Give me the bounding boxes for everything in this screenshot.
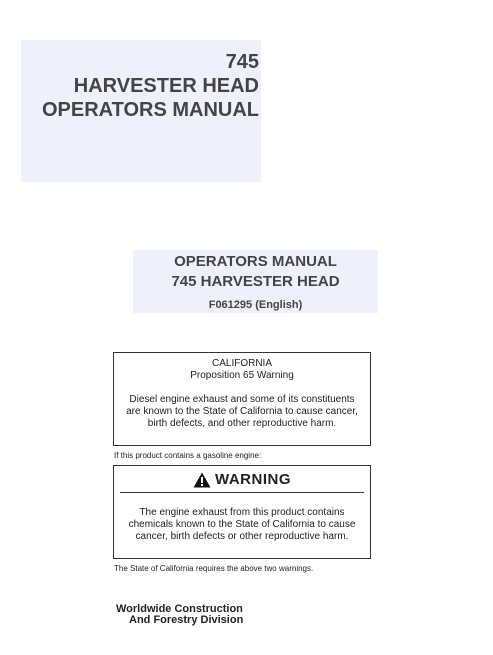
gasoline-warning-text: The engine exhaust from this product contains chemicals known to the State of California to cause cancer, birth defects or other reproductive harm.	[128, 507, 356, 542]
division-line: And Forestry Division	[129, 614, 244, 626]
subtitle-line: 745 HARVESTER HEAD	[171, 273, 340, 290]
diesel-warning-text: Diesel engine exhaust and some of its constituents are known to the State of California to cause cancer, birth defects, and other reproductive harm.	[126, 394, 358, 429]
division-line: Worldwide Construction	[116, 603, 243, 615]
cover-title-line: HARVESTER HEAD	[73, 75, 259, 97]
prop65-heading: Proposition 65 Warning	[190, 370, 294, 381]
division-name	[116, 604, 243, 626]
california-prop65-box	[113, 352, 371, 446]
warning-triangle-icon	[193, 472, 211, 488]
subtitle-line: OPERATORS MANUAL	[174, 253, 337, 270]
warning-box	[113, 465, 371, 559]
cover-title-line: OPERATORS MANUAL	[41, 99, 259, 121]
gasoline-note: If this product contains a gasoline engine:	[114, 451, 262, 460]
publication-code: F061295 (English)	[208, 299, 303, 311]
subtitle-block	[133, 250, 378, 313]
california-heading: CALIFORNIA	[211, 358, 272, 369]
requirement-note: The State of California requires the above two warnings.	[114, 564, 314, 573]
cover-title	[42, 50, 259, 122]
model-number: 745	[225, 51, 259, 73]
warning-title: WARNING	[215, 471, 291, 488]
cover-title-block	[21, 40, 261, 182]
warning-header	[120, 472, 364, 493]
